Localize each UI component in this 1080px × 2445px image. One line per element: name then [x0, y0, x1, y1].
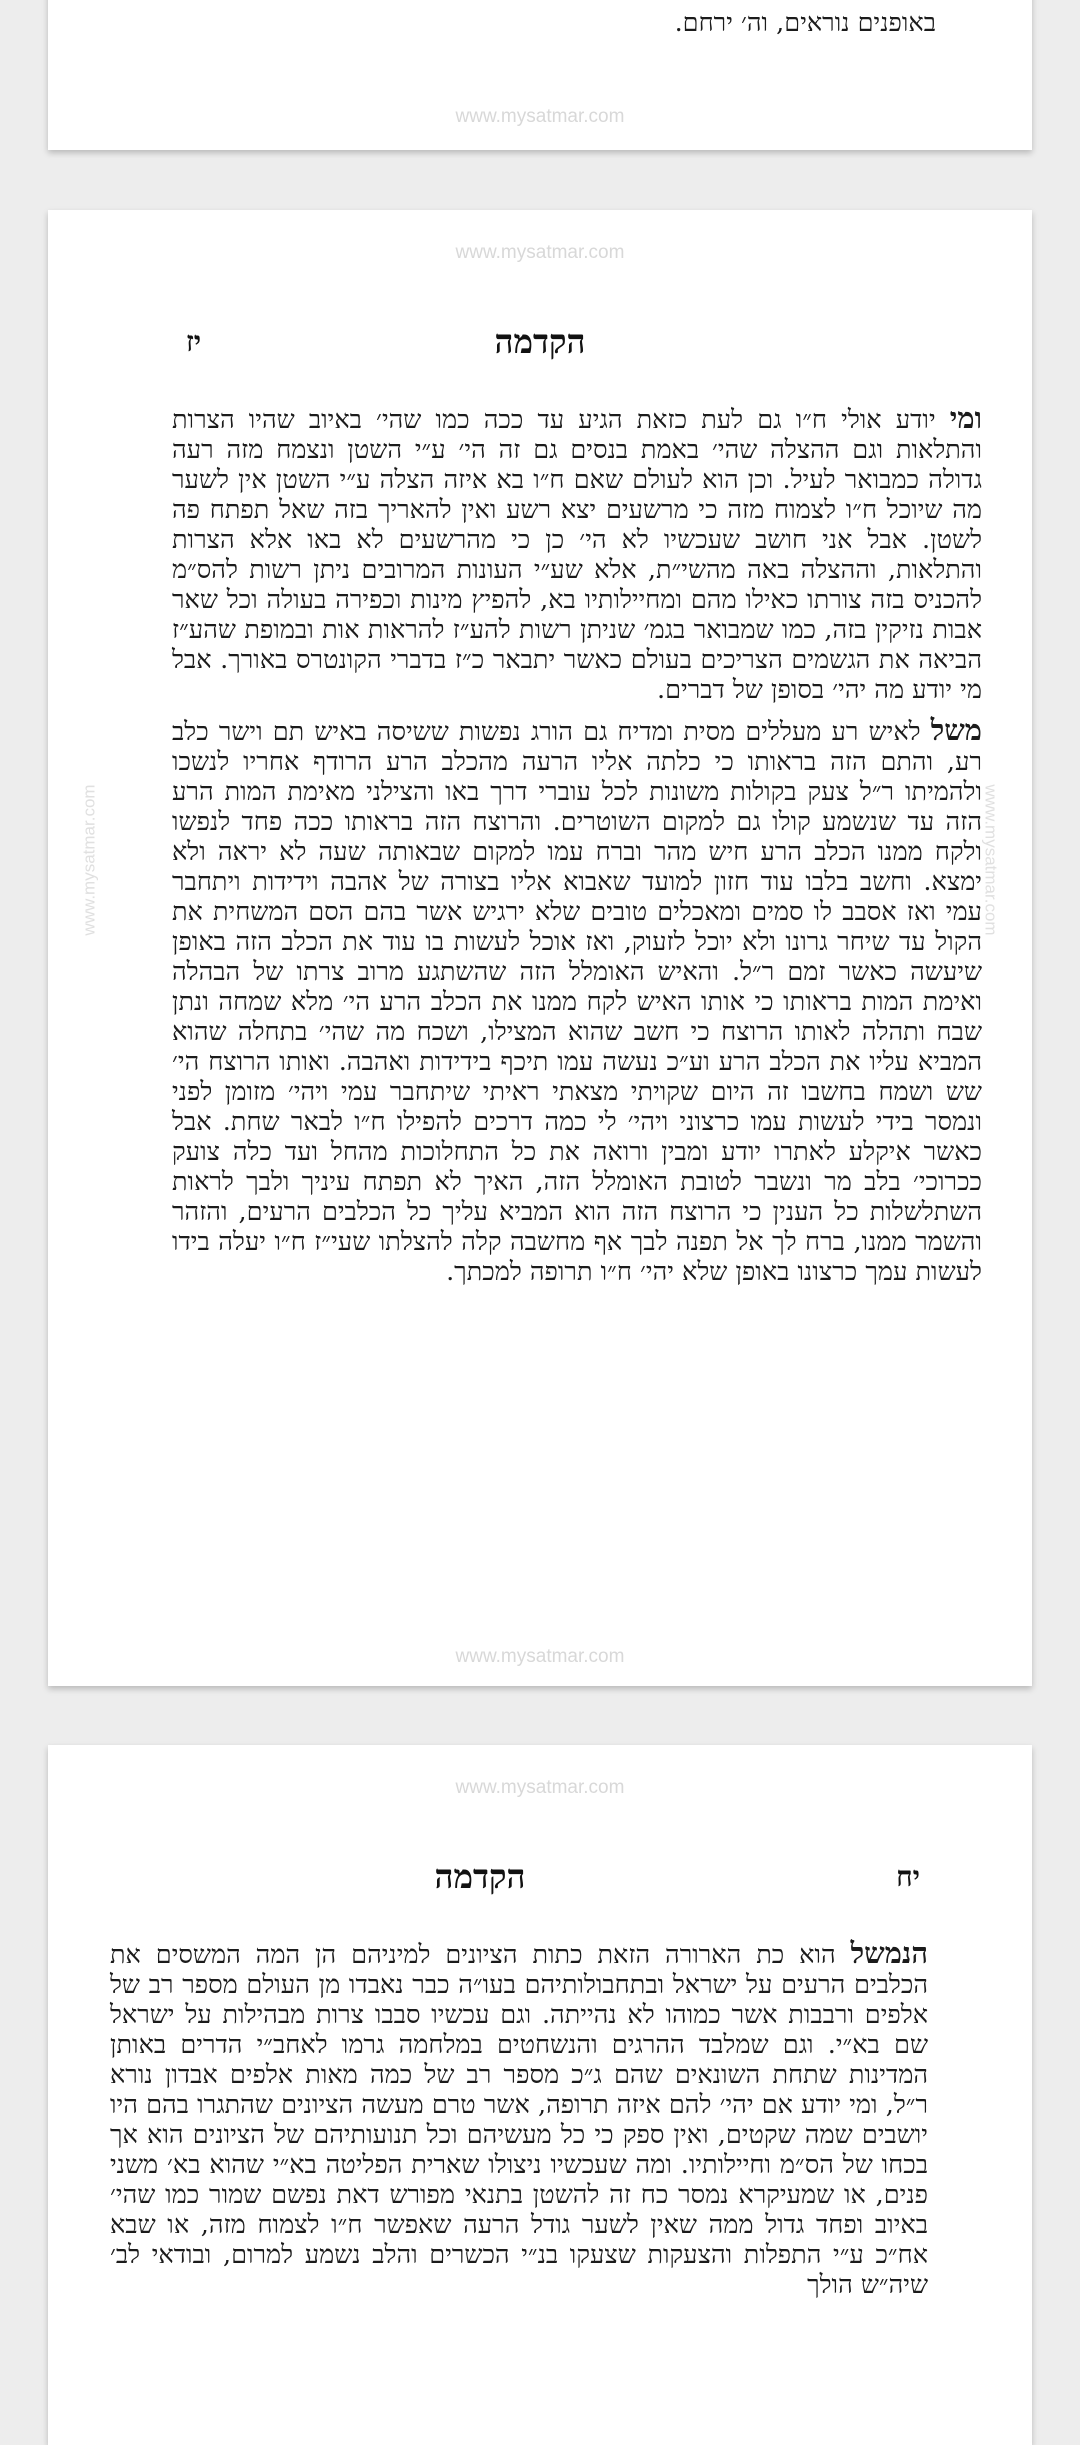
page-number: יח — [896, 1860, 920, 1893]
watermark-side-left: www.mysatmar.com — [79, 784, 99, 936]
watermark-bottom: www.mysatmar.com — [455, 1646, 625, 1667]
paragraph-text: לאיש רע מעללים מסית ומדיח גם הורג נפשות ששיסה באיש תם וישר כלב רע, והתם הזה בראותו כי כלתה אליו הרעה מהכלב הרע הרודף אחריו לנשכו ולהמיתו ר״ל צעק בקולות משונות לכל עוברי דרך באו והצילני מאימת המות הרע הזה עד שנשמע קולו גם למקום השוטרים. והרוצח הזה בראותו ככה פחד לנפשו ולקח ממנו הכלב הרע חיש מהר וברח עמו למקום שבאותה שעה לא יראה ולא ימצא. וחשב בלבו עוד חזון למועד שאבוא אליו בצורה של אהבה וידידות ויתחבר עמי ואז אסבב לו סמים ומאכלים טובים שלא ירגיש אשר בהם הסם המשחית את הקול עד שיחר גרונו ולא יוכל לזעוק, ואז אוכל לעשות בו עוד את הכלב הזה באופן שיעשה כאשר זמם ר״ל. והאיש האומלל הזה שהשתגע מרוב צרתו של הבהלה ואימת המות בראותו כי אותו האיש לקח ממנו את הכלב הרע הי׳ מלא שמחה ונתן שבח ותהלה לאותו הרוצח כי חשב שהוא המצילו, ושכח מה שהי׳ בתחלה שהוא המביא עליו את הכלב הרע וע״כ נעשה עמו תיכף בידידות ואהבה. ואותו הרוצח הי׳ שש ושמח בחשבו זה היום שקויתי מצאתי ראיתי שיתחבר עמי ויהי׳ מזומן לפני ונמסר בידי לעשות עמו כרצוני ויהי׳ לי כמה דרכים להפילו ח״ו לבאר שחת. אבל כאשר איקלע לאתרו יודע ומבין ורואה את כל התחלוכות מהחל ועד כלה צועק ככרוכי׳ בלב מר ונשבר לטובת האומלל הזה, האיך לא תפתח עיניך ולבך לראות השתלשלות כל הענין כי הרוצח הזה הוא המביא עליך כל הכלבים הרעים, והזהר והשמר ממנו, ברח לך אל תפנה לבך אף מחשבה קלה להצלתו שעי״ז ח״ו יעלה בידו לעשות עמך כרצונו באופן שלא יהי׳ ח״ו תרופה למכתך. — [172, 717, 982, 1287]
page-title: הקדמה — [494, 322, 586, 361]
page-body-text — [128, 8, 936, 38]
watermark-top: www.mysatmar.com — [455, 242, 625, 263]
page-title: הקדמה — [434, 1857, 526, 1896]
paragraph — [110, 1938, 928, 2300]
paragraph-lead-word: ומי — [949, 401, 982, 435]
page-body-text — [172, 403, 982, 1287]
paragraph — [172, 715, 982, 1287]
watermark-bottom: www.mysatmar.com — [455, 106, 625, 127]
watermark-side-right: www.mysatmar.com — [981, 784, 1001, 936]
paragraph — [172, 403, 982, 705]
paragraph-lead-word: משל — [930, 713, 982, 747]
page-17 — [48, 210, 1032, 1686]
page-body-text — [110, 1938, 928, 2300]
page-number: יז — [186, 325, 202, 358]
page-previous — [48, 0, 1032, 150]
paragraph-lead-word: הנמשל — [850, 1936, 928, 1970]
paragraph-text: יודע אולי ח״ו גם לעת כזאת הגיע עד ככה כמו שהי׳ באיוב שהיו הצרות והתלאות וגם ההצלה שהי׳ באמת בנסים גם זה הי׳ ע״י השטן ונצמח מזה רעה גדולה כמבואר לעיל. וכן הוא לעולם שאם ח״ו בא איזה הצלה ע״י השטן אין לשער מה שיוכל ח״ו לצמוח מזה כי מרשעים יצא רשע ואין להאריך בזה שאל תפתח פה לשטן. אבל אני חושב שעכשיו לא הי׳ כן כי מהרשעים לא באו אלא הצרות והתלאות, וההצלה באה מהשי״ת, אלא שע״י העונות המרובים ניתן רשות להס״מ להכניס בזה צורתו כאילו מהם ומחיילותיו בא, להפיץ מינות וכפירה בעולה וכל שאר אבות נזיקין בזה, כמו שמבואר בגמ׳ שניתן רשות להע״ז להראות אות ובמופת שהע״ז הביאה את הגשמים הצריכים בעולם כאשר יתבאר כ״ז בדברי הקונטרס באורך. אבל מי יודע מה יהי׳ בסופן של דברים. — [172, 405, 982, 705]
paragraph-text: הוא כת הארורה הזאת כתות הציונים למיניהם הן המה המשסים את הכלבים הרעים על ישראל ובתחבולותיהם בעו״ה כבר נאבדו מן העולם מספר רב של אלפים ורבבות אשר כמוהו לא נהייתה. וגם עכשיו סבבו צרות מבהילות על ישראל שם בא״י. וגם שמלבד ההרגים והנשחטים במלחמה גרמו לאחב״י הדרים באותן המדינות שתחת השונאים שהם ג״כ מספר רב של כמה מאות אלפים אבדון נורא ר״ל, ומי יודע אם יהי׳ להם איזה תרופה, אשר טרם מעשה הציונים שהתגרו בהם היו יושבים שמה שקטים, ואין ספק כי כל מעשיהם וכל תנועותיהם של הציונים הוא אך בכחו של הס״מ וחיילותיו. ומה שעכשיו ניצולו שארית הפליטה בא״י שהוא בא׳ משני פנים, או שמעיקרא נמסר כח זה להשטן בתנאי מפורש דאת נפשם שמור כמו שהי׳ באיוב ופחד גדול ממה שאין לשער גודל הרעה שאפשר ח״ו לצמוח מזה, או שבא אח״כ ע״י התפלות והצעקות שצעקו בנ״י הכשרים והלב נשמע למרום, ובודאי לב׳ שיה״ש הולך — [110, 1940, 928, 2300]
paragraph: באופנים נוראים, וה׳ ירחם. — [674, 8, 936, 38]
watermark-top: www.mysatmar.com — [455, 1777, 625, 1798]
page-18 — [48, 1745, 1032, 2445]
